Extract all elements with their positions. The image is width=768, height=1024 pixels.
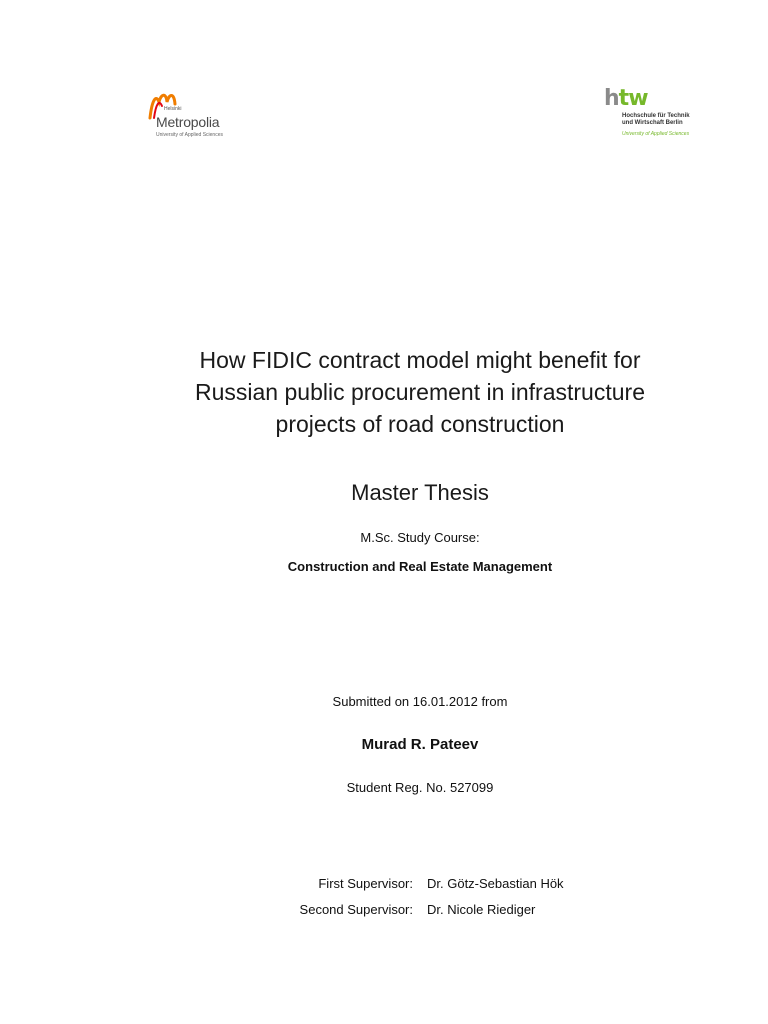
submission-line: Submitted on 16.01.2012 from — [332, 694, 508, 709]
metropolia-logo — [142, 88, 232, 142]
second-supervisor-label: Second Supervisor: — [299, 902, 413, 917]
first-supervisor-name: Dr. Götz-Sebastian Hök — [427, 876, 564, 891]
course-name: Construction and Real Estate Management — [287, 559, 553, 574]
htw-mark-tw: tw — [618, 86, 648, 111]
htw-line-2: und Wirtschaft Berlin — [622, 120, 683, 126]
htw-line-3: University of Applied Sciences — [622, 131, 690, 137]
course-label: M.Sc. Study Course: — [360, 530, 480, 545]
htw-logo — [604, 88, 696, 144]
htw-line-1: Hochschule für Technik — [622, 113, 690, 119]
metropolia-subtitle: University of Applied Sciences — [156, 132, 223, 138]
htw-mark — [604, 88, 648, 110]
metropolia-name: Metropolia — [156, 114, 220, 130]
thesis-type: Master Thesis — [351, 480, 489, 505]
author-name: Murad R. Pateev — [361, 736, 479, 753]
metropolia-city-label: Helsinki — [164, 106, 182, 112]
thesis-title: How FIDIC contract model might benefit for Russian public procurement in infrastructure projects of road construction — [195, 347, 645, 437]
htw-mark-h: h — [604, 86, 619, 111]
second-supervisor-name: Dr. Nicole Riediger — [427, 902, 536, 917]
registration-number: Student Reg. No. 527099 — [346, 780, 494, 795]
first-supervisor-label: First Supervisor: — [318, 876, 413, 891]
